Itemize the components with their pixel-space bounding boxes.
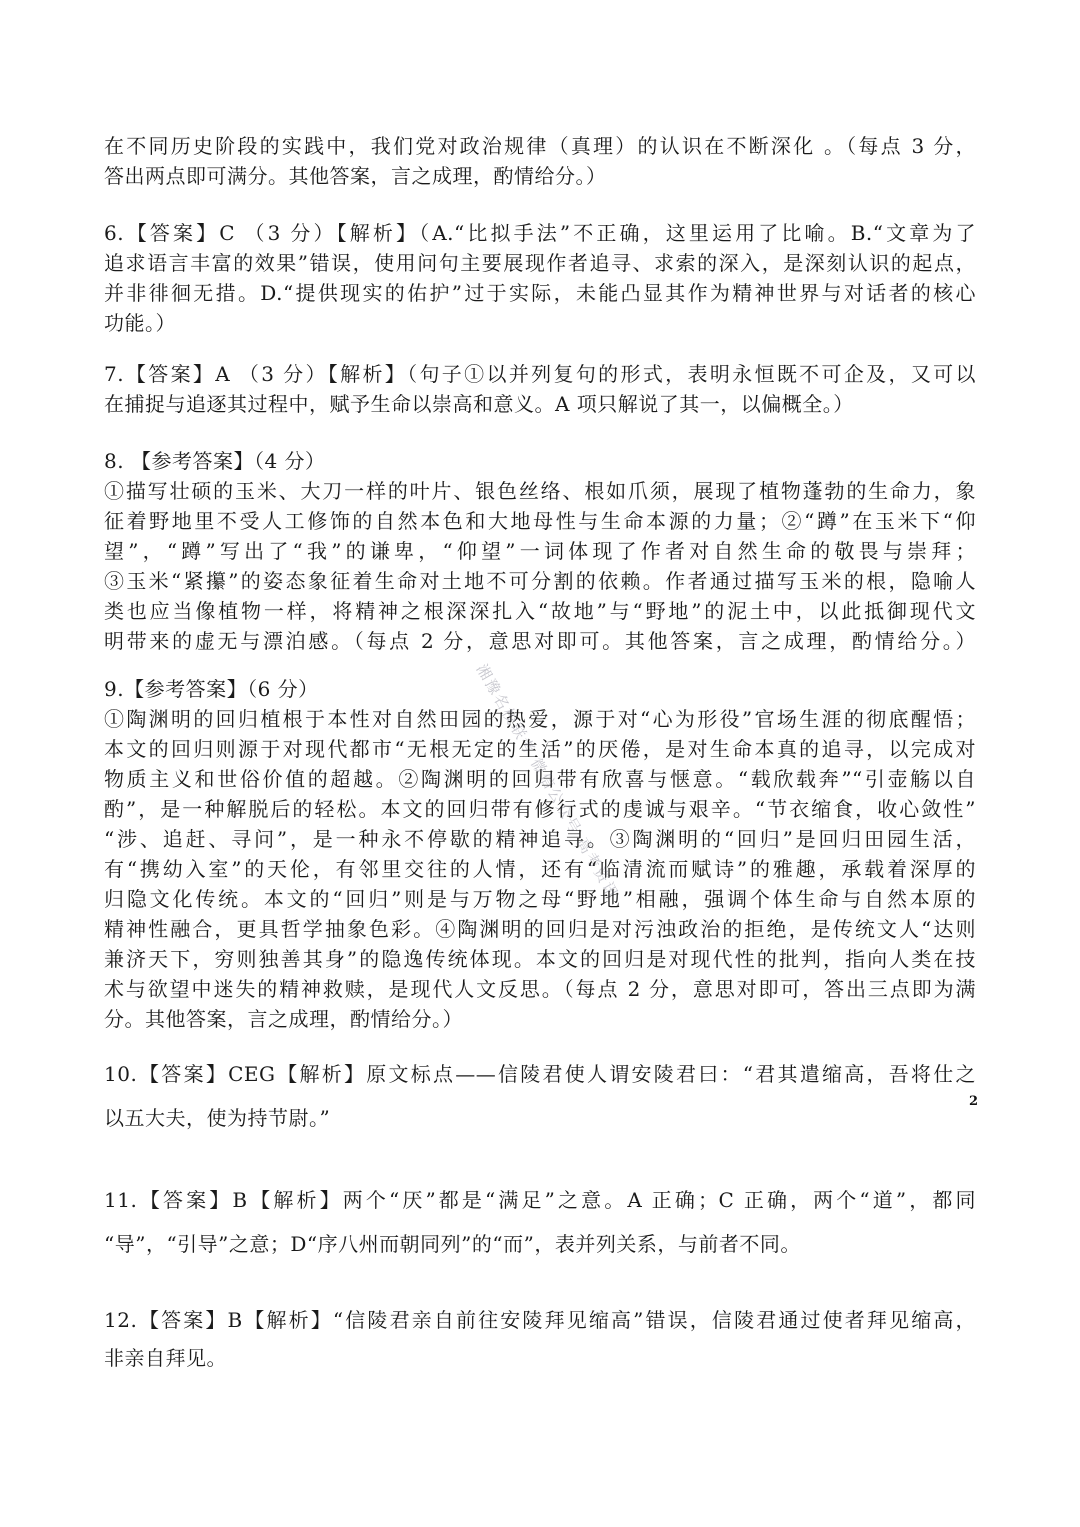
paragraph-heading: 8. 【参考答案】（4 分） bbox=[104, 449, 326, 473]
answer-question-12 bbox=[104, 1301, 976, 1377]
page-number: 2 bbox=[968, 1094, 978, 1109]
paragraph-line: 明带来的虚无与漂泊感。（每点 2 分，意思对即可。其他答案，言之成理，酌情给分。） bbox=[104, 629, 976, 653]
answer-question-9 bbox=[104, 674, 976, 1034]
answer-question-6 bbox=[104, 218, 976, 338]
answer-question-8 bbox=[104, 446, 976, 656]
paragraph-line: 术与欲望中迷失的精神救赎，是现代人文反思。（每点 2 分，意思对即可，答出三点即为满 bbox=[104, 977, 976, 1001]
paragraph-line: 并非徘徊无措。D.“提供现实的佑护”过于实际，未能凸显其作为精神世界与对话者的核心 bbox=[104, 281, 976, 305]
paragraph-line: 11.【答案】B【解析】两个“厌”都是“满足”之意。A 正确；C 正确，两个“道”，都同 bbox=[104, 1188, 976, 1212]
answer-question-11 bbox=[104, 1178, 976, 1266]
paragraph-line: 有“携幼入室”的天伦，有邻里交往的人情，还有“临清流而赋诗”的雅趣，承载着深厚的 bbox=[104, 857, 976, 881]
paragraph-line: 追求语言丰富的效果”错误，使用问句主要展现作者追寻、求索的深入，是深刻认识的起点， bbox=[104, 251, 976, 275]
paragraph-line: ③玉米“紧攥”的姿态象征着生命对土地不可分割的依赖。作者通过描写玉米的根，隐喻人 bbox=[104, 569, 976, 593]
paragraph-line: ①陶渊明的回归植根于本性对自然田园的热爱，源于对“心为形役”官场生涯的彻底醒悟； bbox=[104, 707, 976, 731]
paragraph-line: 本文的回归则源于对现代都市“无根无定的生活”的厌倦，是对生命本真的追寻，以完成对 bbox=[104, 737, 976, 761]
paragraph-heading: 9.【参考答案】（6 分） bbox=[104, 677, 319, 701]
paragraph-line: 10.【答案】CEG【解析】原文标点——信陵君使人谓安陵君曰：“君其遣缩高，吾将仕之 bbox=[104, 1062, 976, 1086]
paragraph-line: 类也应当像植物一样，将精神之根深深扎入“故地”与“野地”的泥土中，以此抵御现代文 bbox=[104, 599, 976, 623]
paragraph-line: 精神性融合，更具哲学抽象色彩。④陶渊明的回归是对污浊政治的拒绝，是传统文人“达则 bbox=[104, 917, 976, 941]
answer-question-10 bbox=[104, 1052, 976, 1140]
answer-question-7 bbox=[104, 359, 976, 419]
paragraph-line: 12.【答案】B【解析】“信陵君亲自前往安陵拜见缩高”错误，信陵君通过使者拜见缩高， bbox=[104, 1308, 976, 1332]
paragraph-line: “导”，“引导”之意；D“序八州而朝同列”的“而”，表并列关系，与前者不同。 bbox=[104, 1232, 801, 1256]
paragraph-line: 7.【答案】A （3 分）【解析】（句子①以并列复句的形式，表明永恒既不可企及，又可以 bbox=[104, 362, 976, 386]
paragraph-line: 酌”，是一种解脱后的轻松。本文的回归带有修行式的虔诚与艰辛。“节衣缩食，收心敛性” bbox=[104, 797, 976, 821]
paragraph-line: 以五大夫，使为持节尉。” bbox=[104, 1106, 331, 1130]
paragraph-line: 征着野地里不受人工修饰的自然本色和大地母性与生命本源的力量；②“蹲”在玉米下“仰 bbox=[104, 509, 976, 533]
paragraph-line: 分。其他答案，言之成理，酌情给分。） bbox=[104, 1007, 463, 1031]
paragraph-line: 在不同历史阶段的实践中，我们党对政治规律（真理）的认识在不断深化 。（每点 3 分， bbox=[104, 134, 976, 158]
paragraph-line: 归隐文化传统。本文的“回归”则是与万物之母“野地”相融，强调个体生命与自然本原的 bbox=[104, 887, 976, 911]
paragraph-line: 答出两点即可满分。其他答案，言之成理，酌情给分。） bbox=[104, 164, 607, 188]
paragraph-line: 6.【答案】C （3 分）【解析】（A.“比拟手法”不正确，这里运用了比喻。B.“文章为了 bbox=[104, 221, 976, 245]
paragraph-line: “涉、追赶、寻问”，是一种永不停歇的精神追寻。③陶渊明的“回归”是回归田园生活， bbox=[104, 827, 976, 851]
paragraph-line: 望”，“蹲”写出了“我”的谦卑，“仰望”一词体现了作者对自然生命的敬畏与崇拜； bbox=[104, 539, 976, 563]
paragraph-line: 在捕捉与追逐其过程中，赋予生命以崇高和意义。A 项只解说了其一，以偏概全。） bbox=[104, 392, 854, 416]
paragraph-line: 非亲自拜见。 bbox=[104, 1346, 227, 1370]
paragraph-line: ①描写壮硕的玉米、大刀一样的叶片、银色丝络、根如爪须，展现了植物蓬勃的生命力，象 bbox=[104, 479, 976, 503]
paragraph-line: 物质主义和世俗价值的超越。②陶渊明的回归带有欣喜与惬意。“载欣载奔”“引壶觞以自 bbox=[104, 767, 976, 791]
watermark-text: 湘豫名校联考 微信公众号 高考资讯 bbox=[472, 661, 623, 903]
paragraph-line: 功能。） bbox=[104, 311, 176, 335]
paragraph-line: 兼济天下，穷则独善其身”的隐逸传统体现。本文的回归是对现代性的批判，指向人类在技 bbox=[104, 947, 976, 971]
answer-paragraph-5-tail bbox=[104, 131, 976, 191]
